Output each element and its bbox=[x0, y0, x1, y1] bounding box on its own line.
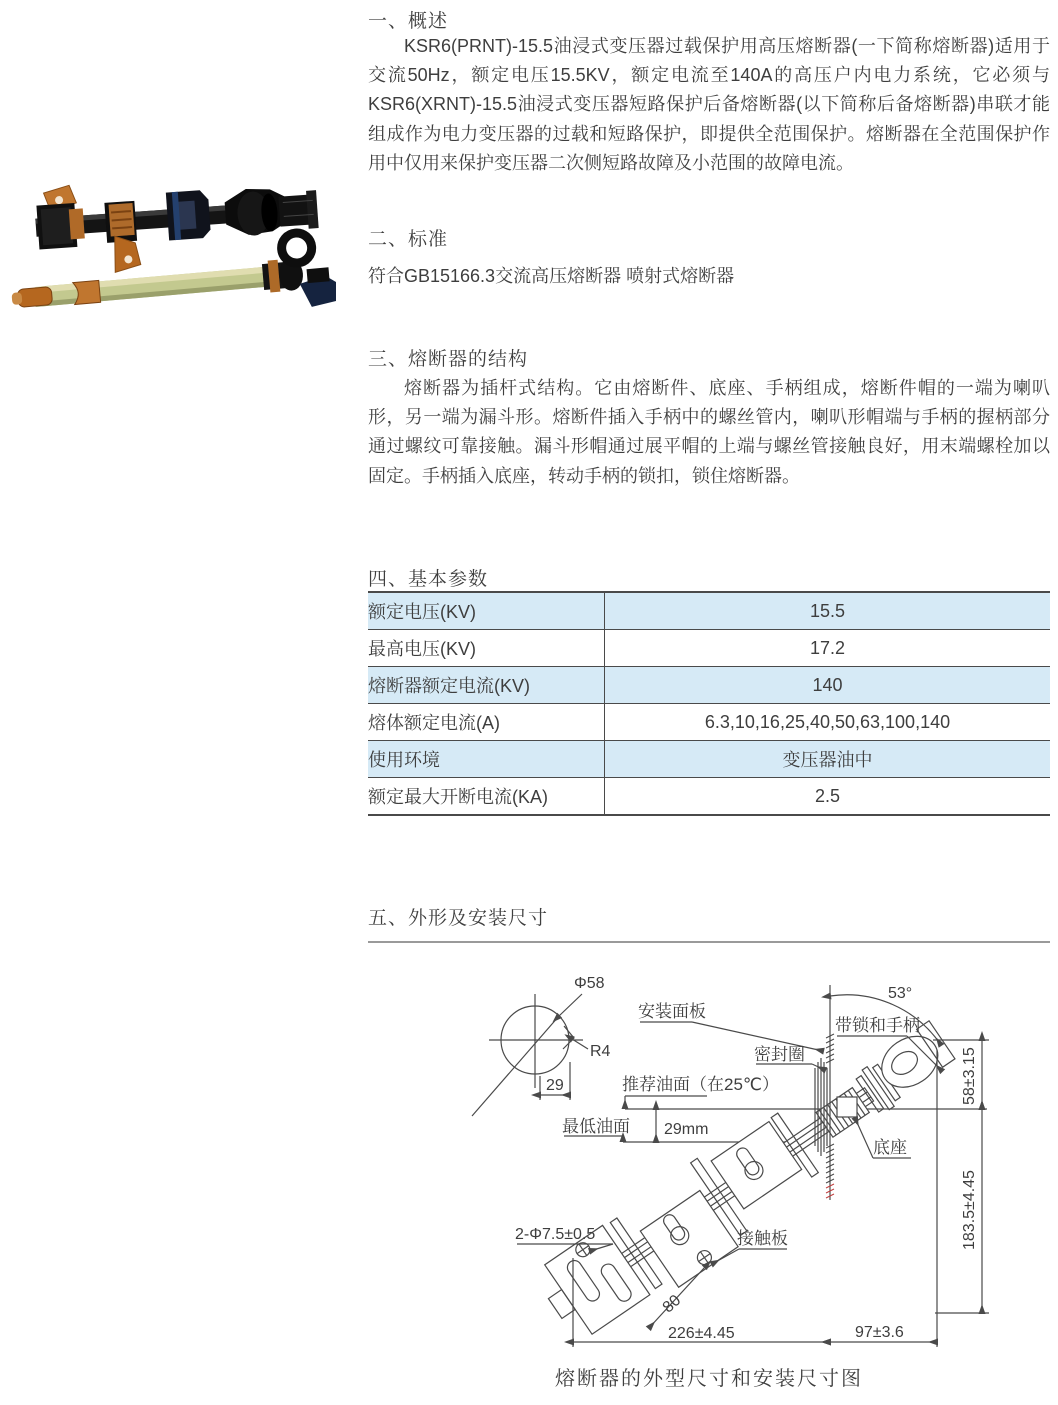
table-row bbox=[368, 630, 1050, 667]
section-divider bbox=[368, 941, 1050, 943]
label-dim97: 97±3.6 bbox=[855, 1324, 904, 1341]
param-label: 熔断器额定电流(KV) bbox=[368, 667, 605, 704]
param-value: 变压器油中 bbox=[605, 741, 1051, 778]
label-lock-handle: 带锁和手柄 bbox=[835, 1016, 920, 1035]
label-dim80: 80 bbox=[659, 1291, 685, 1317]
label-angle53: 53° bbox=[888, 985, 913, 1002]
table-row bbox=[368, 704, 1050, 741]
param-value: 17.2 bbox=[605, 630, 1051, 667]
param-value: 6.3,10,16,25,40,50,63,100,140 bbox=[605, 704, 1051, 741]
label-dim183: 183.5±4.45 bbox=[961, 1170, 978, 1250]
param-label: 熔体额定电流(A) bbox=[368, 704, 605, 741]
label-contact-plate: 接触板 bbox=[737, 1229, 788, 1248]
param-value: 2.5 bbox=[605, 778, 1051, 816]
label-r4: R4 bbox=[590, 1043, 611, 1060]
table-row bbox=[368, 667, 1050, 704]
param-label: 额定最大开断电流(KA) bbox=[368, 778, 605, 816]
heading-structure: 三、熔断器的结构 bbox=[368, 349, 529, 370]
fuse-photo-illustration bbox=[8, 183, 336, 335]
label-mounting-panel: 安装面板 bbox=[638, 1002, 706, 1021]
label-min-oil: 最低油面 bbox=[562, 1117, 630, 1136]
structure-paragraph: 熔断器为插杆式结构。它由熔断件、底座、手柄组成，熔断件帽的一端为喇叭形，另一端为漏斗形。熔断件插入手柄中的螺丝管内，喇叭形帽端与手柄的握柄部分通过螺纹可靠接触。漏斗形帽通过展平帽的上端与螺丝管接触良好，用末端螺栓加以固定。手柄插入底座，转动手柄的锁扣，锁住熔断器。 bbox=[368, 378, 1050, 486]
heading-dimensions: 五、外形及安装尺寸 bbox=[368, 908, 549, 929]
heading-parameters: 四、基本参数 bbox=[368, 569, 489, 590]
label-dim29: 29 bbox=[546, 1077, 564, 1094]
label-holes: 2-Φ7.5±0.5 bbox=[515, 1226, 596, 1243]
param-value: 15.5 bbox=[605, 592, 1051, 630]
param-label: 最高电压(KV) bbox=[368, 630, 605, 667]
param-label: 额定电压(KV) bbox=[368, 592, 605, 630]
label-phi58: Φ58 bbox=[574, 975, 605, 992]
product-photo bbox=[8, 183, 336, 335]
label-seal-ring: 密封圈 bbox=[754, 1045, 805, 1064]
dimension-drawing bbox=[368, 950, 1050, 1358]
table-row bbox=[368, 778, 1050, 816]
standard-paragraph: 符合GB15166.3交流高压熔断器 喷射式熔断器 bbox=[368, 266, 735, 286]
overview-paragraph: KSR6(PRNT)-15.5油浸式变压器过载保护用高压熔断器(一下简称熔断器)适用于交流50Hz，额定电压15.5KV，额定电流至140A的高压户内电力系统，它必须与KSR6(XRNT)-15.5油浸式变压器短路保护后备熔断器(以下简称后备熔断器)串联才能组成作为电力变压器的过载和短路保护，即提供全范围保护。熔断器在全范围保护作用中仅用来保护变压器二次侧短路故障及小范围的故障电流。 bbox=[368, 36, 1050, 173]
label-dim29mm: 29mm bbox=[664, 1121, 709, 1138]
table-row bbox=[368, 741, 1050, 778]
label-base: 底座 bbox=[873, 1138, 907, 1157]
heading-standard: 二、标准 bbox=[368, 229, 449, 250]
label-dim58: 58±3.15 bbox=[961, 1047, 978, 1105]
heading-overview: 一、概述 bbox=[368, 11, 449, 32]
table-row bbox=[368, 592, 1050, 630]
label-dim226: 226±4.45 bbox=[668, 1325, 735, 1342]
label-recommended-oil: 推荐油面（在25℃） bbox=[622, 1075, 780, 1094]
parameters-table bbox=[368, 591, 1050, 816]
drawing-caption: 熔断器的外型尺寸和安装尺寸图 bbox=[555, 1368, 863, 1390]
param-value: 140 bbox=[605, 667, 1051, 704]
param-label: 使用环境 bbox=[368, 741, 605, 778]
